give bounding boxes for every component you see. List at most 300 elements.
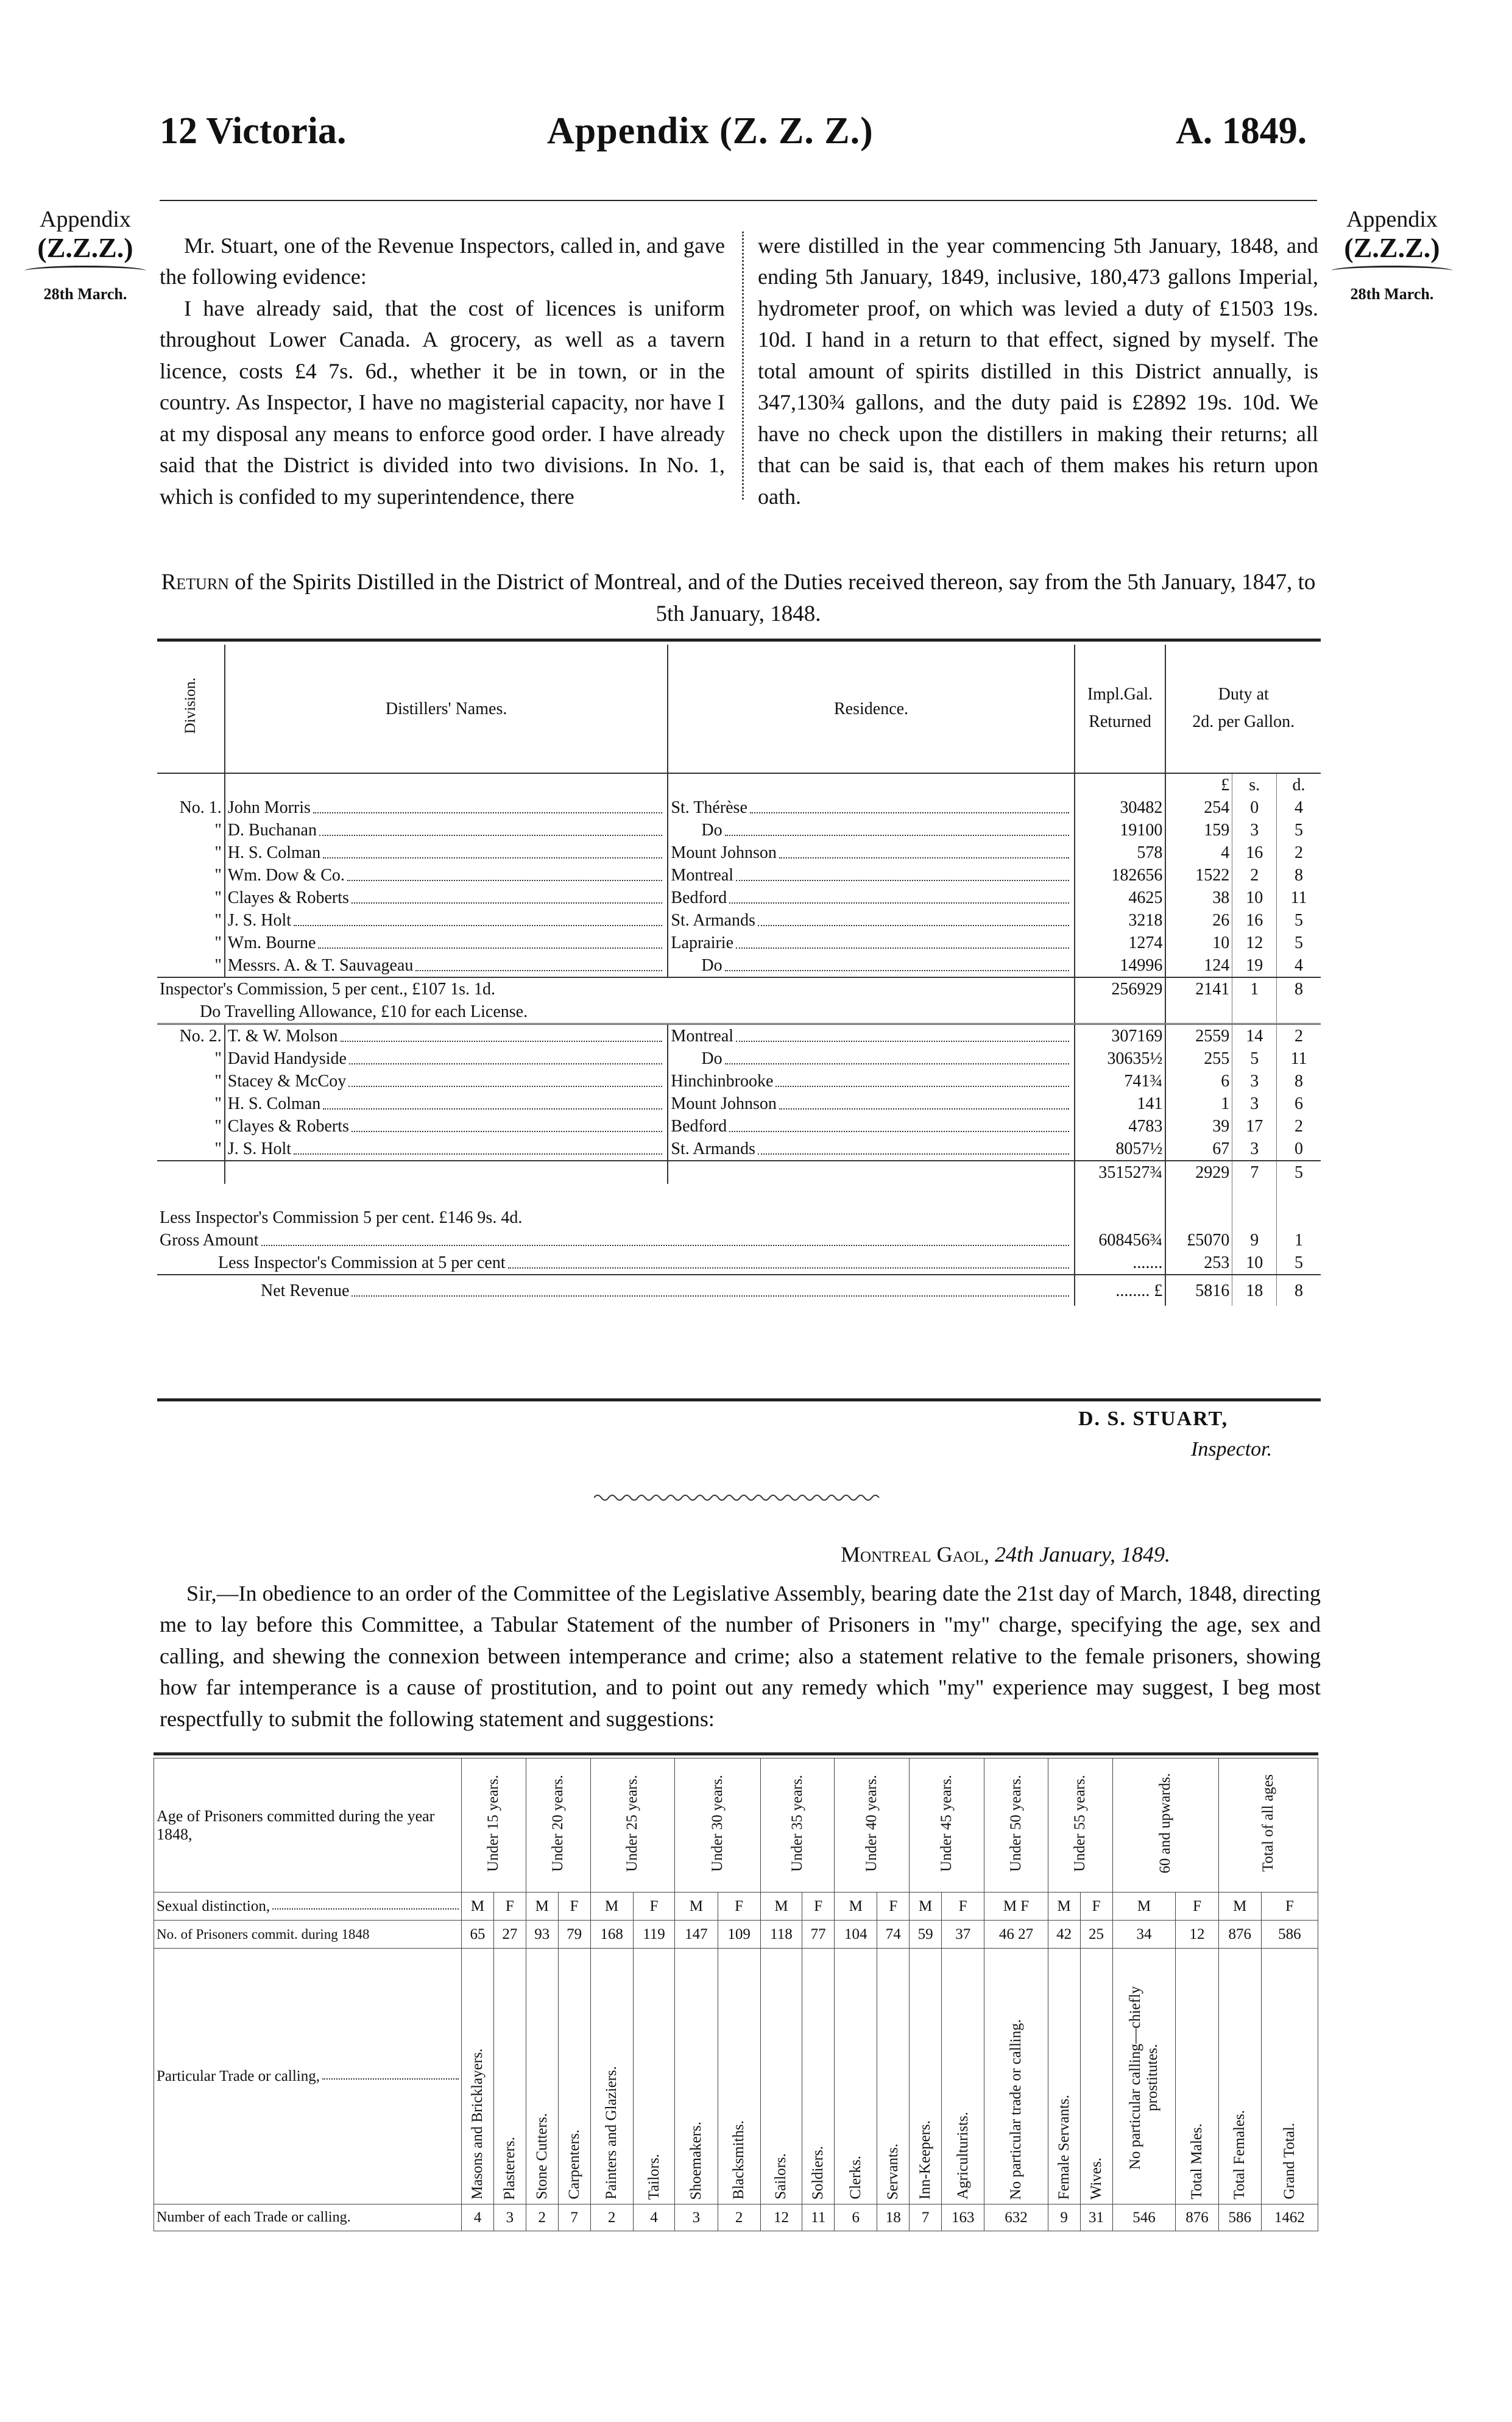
return-title-lead: Return xyxy=(161,570,229,595)
division-cell: No. 1. xyxy=(157,796,225,819)
trade-label-text: Agriculturists. xyxy=(954,2112,971,2200)
dot-leader xyxy=(758,909,1069,926)
header-center: Appendix (Z. Z. Z.) xyxy=(547,110,874,152)
age-group-label: Under 40 years. xyxy=(863,1774,880,1872)
trade-cell xyxy=(1080,1949,1112,2204)
value-cell: 586 xyxy=(1218,2204,1261,2231)
distiller-row xyxy=(157,887,1321,909)
shillings-cell: 3 xyxy=(1232,1070,1277,1092)
commission-gallons: 256929 xyxy=(1075,977,1166,1000)
value-cell: M xyxy=(1218,1893,1261,1921)
dot-leader xyxy=(319,819,662,836)
division-header: Division. xyxy=(182,677,199,734)
count-row xyxy=(154,1921,1318,1949)
name-cell-text: John Morris xyxy=(227,798,311,817)
total-gallons: 351527¾ xyxy=(1075,1161,1166,1184)
dot-leader xyxy=(415,954,662,971)
pence-cell: 5 xyxy=(1295,933,1304,952)
residence-cell xyxy=(668,819,1074,841)
age-label: Age of Prisoners committed during the year 1848, xyxy=(154,1758,462,1893)
sex-label-cell xyxy=(154,1893,462,1921)
names-header: Distillers' Names. xyxy=(225,645,668,773)
shillings-cell: 12 xyxy=(1232,932,1277,954)
duty-header xyxy=(1165,645,1321,773)
gallons-cell: 1274 xyxy=(1075,932,1166,954)
pounds-cell: 38 xyxy=(1165,887,1232,909)
name-cell-wrap xyxy=(228,796,665,819)
dot-leader xyxy=(349,1047,662,1064)
value-cell: M xyxy=(462,1893,494,1921)
residence-cell-wrap xyxy=(671,1047,1071,1070)
dot-leader xyxy=(779,1092,1069,1110)
age-group-label: Under 50 years. xyxy=(1008,1774,1025,1872)
value-cell: 93 xyxy=(526,1921,558,1949)
value-cell: 7 xyxy=(910,2204,942,2231)
trade-label-text: Carpenters. xyxy=(565,2130,582,2200)
less2-pence: 5 xyxy=(1295,1253,1304,1272)
value-cell: 27 xyxy=(493,1921,526,1949)
age-group-cell xyxy=(984,1758,1048,1893)
distiller-row xyxy=(157,1024,1321,1048)
trade-cell xyxy=(493,1949,526,2204)
pounds-cell: 1522 xyxy=(1165,864,1232,887)
dateline-place: Montreal Gaol, xyxy=(841,1542,990,1567)
trade-label-text: Painters and Glaziers. xyxy=(603,2066,620,2200)
name-cell-text: D. Buchanan xyxy=(227,821,317,840)
commission-label: Inspector's Commission, 5 per cent., £107 1s. 1d. xyxy=(157,977,1075,1000)
header-left: 12 Victoria. xyxy=(160,110,347,152)
age-group-cell xyxy=(675,1758,760,1893)
value-cell: 2 xyxy=(526,2204,558,2231)
trade-label-text: Wives. xyxy=(1087,2157,1104,2200)
less2-label: Less Inspector's Commission at 5 per cent xyxy=(218,1253,506,1272)
ornamental-rule-icon xyxy=(594,1493,880,1503)
value-cell: F xyxy=(633,1893,675,1921)
name-cell xyxy=(225,1047,668,1070)
trade-label-text: Tailors. xyxy=(645,2153,662,2200)
trade-label-text: No particular calling—chiefly prostitutes. xyxy=(1126,1986,1160,2170)
residence-cell-wrap xyxy=(671,1092,1071,1115)
name-cell-text: Wm. Bourne xyxy=(227,933,316,952)
division-cell: " xyxy=(157,932,225,954)
value-cell: M xyxy=(835,1893,877,1921)
age-group-cell xyxy=(1218,1758,1318,1893)
dot-leader xyxy=(347,864,663,881)
gallons-cell: 741¾ xyxy=(1075,1070,1166,1092)
trade-cell xyxy=(526,1949,558,2204)
pence-cell: 11 xyxy=(1290,888,1307,907)
residence-cell xyxy=(668,1070,1074,1092)
age-group-label: Under 55 years. xyxy=(1072,1774,1089,1872)
shillings-cell: 2 xyxy=(1232,864,1277,887)
residence-cell xyxy=(668,887,1074,909)
gallons-cell: 4625 xyxy=(1075,887,1166,909)
gallons-cell: 182656 xyxy=(1075,864,1166,887)
residence-cell-text: St. Armands xyxy=(671,1139,755,1158)
gallons-cell: 4783 xyxy=(1075,1115,1166,1138)
trade-cell xyxy=(718,1949,760,2204)
brace-icon xyxy=(24,266,146,276)
table-header-row xyxy=(157,645,1321,773)
commission-row xyxy=(157,977,1321,1000)
value-cell: F xyxy=(493,1893,526,1921)
name-cell-text: T. & W. Molson xyxy=(227,1027,338,1046)
sex-row xyxy=(154,1893,1318,1921)
signature-name: D. S. STUART, xyxy=(1078,1408,1229,1430)
margin-note-left xyxy=(24,207,146,303)
value-cell: 147 xyxy=(675,1921,718,1949)
name-cell-wrap xyxy=(228,1138,665,1160)
dateline-date: 24th January, 1849. xyxy=(989,1542,1171,1567)
dot-leader xyxy=(352,887,663,904)
gross-gallons: 608456¾ xyxy=(1075,1229,1166,1252)
intro-right-column xyxy=(758,230,1318,512)
gallons-cell: 30482 xyxy=(1075,796,1166,819)
residence-cell xyxy=(668,841,1074,864)
net-pounds: 5816 xyxy=(1165,1275,1232,1306)
division-cell: " xyxy=(157,1092,225,1115)
trade-cell xyxy=(1261,1949,1318,2204)
name-cell-wrap xyxy=(228,887,665,909)
residence-cell-text: Hinchinbrooke xyxy=(671,1072,774,1091)
residence-cell-text: Do xyxy=(701,821,722,840)
trade-label-text: Total Females. xyxy=(1231,2110,1248,2200)
division-cell: " xyxy=(157,887,225,909)
letter-dateline xyxy=(841,1542,1170,1567)
net-gallons: ........ £ xyxy=(1075,1275,1166,1306)
trade-row xyxy=(154,1949,1318,2204)
margin-date: 28th March. xyxy=(1350,285,1434,303)
dot-leader xyxy=(729,1115,1069,1132)
return-title xyxy=(160,567,1317,630)
dot-leader xyxy=(729,887,1069,904)
division-2-rows xyxy=(157,1024,1321,1161)
name-cell-text: H. S. Colman xyxy=(227,1094,321,1113)
residence-cell xyxy=(668,954,1074,977)
trade-cell xyxy=(675,1949,718,2204)
value-cell: M xyxy=(910,1893,942,1921)
division-cell: " xyxy=(157,1047,225,1070)
less2-gallons: ....... xyxy=(1075,1252,1166,1275)
gallons-header-2: Returned xyxy=(1089,712,1151,731)
pence-cell: 0 xyxy=(1295,1139,1304,1158)
residence-cell-text: St. Armands xyxy=(671,911,755,930)
residence-cell-wrap xyxy=(671,909,1071,932)
margin-label: Appendix xyxy=(1346,207,1438,232)
dot-leader xyxy=(318,932,662,949)
gross-shillings: 9 xyxy=(1232,1229,1277,1252)
value-cell: 4 xyxy=(462,2204,494,2231)
value-cell: 37 xyxy=(942,1921,984,1949)
name-cell-wrap xyxy=(228,954,665,977)
name-cell-wrap xyxy=(228,932,665,954)
distiller-row xyxy=(157,1115,1321,1138)
name-cell-wrap xyxy=(228,819,665,841)
gross-label: Gross Amount xyxy=(160,1231,259,1250)
trade-label-text: Sailors. xyxy=(772,2153,790,2200)
shillings-cell: 3 xyxy=(1232,819,1277,841)
name-cell-wrap xyxy=(228,864,665,887)
gallons-header xyxy=(1075,645,1166,773)
value-cell: M xyxy=(675,1893,718,1921)
pence-cell: 4 xyxy=(1295,956,1304,975)
residence-cell-text: Do xyxy=(701,1049,722,1068)
value-cell: M F xyxy=(984,1893,1048,1921)
residence-cell xyxy=(668,1138,1074,1161)
gallons-cell: 19100 xyxy=(1075,819,1166,841)
name-cell xyxy=(225,796,668,819)
value-cell: 77 xyxy=(802,1921,835,1949)
pence-cell: 11 xyxy=(1290,1049,1307,1068)
margin-code: (Z.Z.Z.) xyxy=(1344,232,1440,263)
name-cell-wrap xyxy=(228,909,665,932)
dot-leader xyxy=(352,1115,663,1132)
shillings-cell: 10 xyxy=(1232,887,1277,909)
trade-cell xyxy=(1048,1949,1080,2204)
trade-cell xyxy=(802,1949,835,2204)
pence-cell: 2 xyxy=(1295,843,1304,862)
value-cell: 586 xyxy=(1261,1921,1318,1949)
value-cell: F xyxy=(558,1893,590,1921)
residence-cell-text: Do xyxy=(701,956,722,975)
gross-row xyxy=(157,1229,1321,1252)
margin-code: (Z.Z.Z.) xyxy=(37,232,133,263)
pence-cell: 5 xyxy=(1295,911,1304,930)
signature-title: Inspector. xyxy=(1191,1438,1273,1461)
residence-cell-text: Montreal xyxy=(671,1027,734,1046)
header-right: A. 1849. xyxy=(1176,110,1307,152)
residence-cell-wrap xyxy=(671,1115,1071,1138)
age-group-label: Under 45 years. xyxy=(938,1774,955,1872)
residence-cell xyxy=(668,864,1074,887)
less2-label-cell xyxy=(157,1252,1075,1275)
value-cell: F xyxy=(718,1893,760,1921)
age-group-label: Under 20 years. xyxy=(549,1774,567,1872)
table-rule-bottom xyxy=(157,1398,1321,1401)
residence-cell-wrap xyxy=(671,887,1071,909)
total-pounds: 2929 xyxy=(1165,1161,1232,1184)
trade-label-text: Total Males. xyxy=(1189,2123,1206,2200)
residence-cell-wrap xyxy=(671,796,1071,819)
residence-cell-text: Bedford xyxy=(671,888,727,907)
distiller-row xyxy=(157,1070,1321,1092)
division-cell: " xyxy=(157,909,225,932)
name-cell-wrap xyxy=(228,1115,665,1138)
value-cell: 876 xyxy=(1218,1921,1261,1949)
shillings-cell: 14 xyxy=(1232,1024,1277,1048)
value-cell: 2 xyxy=(590,2204,633,2231)
distiller-row xyxy=(157,841,1321,864)
trade-label-text: Soldiers. xyxy=(810,2145,827,2200)
residence-cell-wrap xyxy=(671,1025,1071,1047)
name-cell xyxy=(225,1138,668,1161)
name-cell-wrap xyxy=(228,1047,665,1070)
brace-icon xyxy=(1331,266,1453,276)
less-commission-2-row xyxy=(157,1252,1321,1275)
net-label-cell xyxy=(157,1275,1075,1306)
pounds-cell: 254 xyxy=(1165,796,1232,819)
dot-leader xyxy=(313,796,663,813)
table2-rule-top xyxy=(154,1752,1318,1755)
value-cell: 31 xyxy=(1080,2204,1112,2231)
net-label: Net Revenue xyxy=(261,1281,350,1300)
residence-cell xyxy=(668,1047,1074,1070)
intro-paragraph: were distilled in the year commencing 5th January, 1848, and ending 5th January, 1849, inclusive, 180,473 gallons Imperial, hydrometer proof, on which was levied a duty of £1503 19s. 10d. I hand in a return to that effect, signed by myself. The total amount of spirits distilled in this District annually, is 347,130¾ gallons, and the duty paid is £2892 19s. 10d. We have no check upon the distillers in making their returns; all that can be said is, that each of them makes his return upon oath. xyxy=(758,233,1318,509)
name-cell xyxy=(225,932,668,954)
value-cell: 7 xyxy=(558,2204,590,2231)
column-divider xyxy=(742,232,744,500)
name-cell-wrap xyxy=(228,1025,665,1047)
dot-leader xyxy=(323,1092,662,1110)
pence-cell: 6 xyxy=(1295,1094,1304,1113)
residence-cell xyxy=(668,1024,1074,1048)
value-cell: 4 xyxy=(633,2204,675,2231)
trade-label-text: Female Servants. xyxy=(1055,2094,1072,2200)
name-cell-text: David Handyside xyxy=(227,1049,347,1068)
name-cell xyxy=(225,909,668,932)
value-cell: F xyxy=(1261,1893,1318,1921)
trade-cell xyxy=(942,1949,984,2204)
residence-cell xyxy=(668,1115,1074,1138)
pounds-cell: 1 xyxy=(1165,1092,1232,1115)
dot-leader xyxy=(775,1070,1069,1087)
residence-cell-text: Montreal xyxy=(671,866,734,885)
value-cell: 168 xyxy=(590,1921,633,1949)
value-cell: 12 xyxy=(1176,1921,1218,1949)
shillings-cell: 16 xyxy=(1232,841,1277,864)
intro-left-column xyxy=(160,230,725,512)
name-cell xyxy=(225,1024,668,1048)
value-cell: 79 xyxy=(558,1921,590,1949)
gallons-header-1: Impl.Gal. xyxy=(1087,685,1153,704)
division-cell: " xyxy=(157,841,225,864)
gross-label-cell xyxy=(157,1229,1075,1252)
age-group-cell xyxy=(910,1758,984,1893)
age-group-label: Under 30 years. xyxy=(709,1774,726,1872)
trade-cell xyxy=(1218,1949,1261,2204)
value-cell: 18 xyxy=(877,2204,910,2231)
trade-label-text: Blacksmiths. xyxy=(730,2120,747,2200)
total-pence: 5 xyxy=(1295,1163,1304,1182)
name-cell-wrap xyxy=(228,1070,665,1092)
pounds-cell: 26 xyxy=(1165,909,1232,932)
residence-header: Residence. xyxy=(668,645,1074,773)
margin-date: 28th March. xyxy=(43,285,127,303)
distiller-row xyxy=(157,954,1321,977)
residence-cell-text: Laprairie xyxy=(671,933,734,952)
age-group-cell xyxy=(760,1758,834,1893)
residence-cell-wrap xyxy=(671,954,1071,977)
division-1-rows xyxy=(157,796,1321,977)
pence-cell: 5 xyxy=(1295,821,1304,840)
shillings-cell: 19 xyxy=(1232,954,1277,977)
dot-leader xyxy=(736,1025,1069,1042)
division-cell: " xyxy=(157,1115,225,1138)
trade-label-text: No particular trade or calling. xyxy=(1008,2019,1025,2200)
letter-body: Sir,—In obedience to an order of the Committee of the Legislative Assembly, bearing date the 21st day of March, 1848, directing me to lay before this Committee, a Tabular Statement of the number of Prisoners in "my" charge, specifying the age, sex and calling, and shewing the connexion between intemperance and crime; also a statement relative to the female prisoners, showing how far intemperance is a cause of prostitution, and to point out any remedy which "my" experience may suggest, I beg most respectfully to submit the following statement and suggestions: xyxy=(160,1581,1321,1731)
division-cell: " xyxy=(157,954,225,977)
travel-row xyxy=(157,1000,1321,1024)
shillings-cell: 17 xyxy=(1232,1115,1277,1138)
division-cell: " xyxy=(157,1070,225,1092)
distiller-row xyxy=(157,796,1321,819)
pounds-cell: 6 xyxy=(1165,1070,1232,1092)
trade-cell xyxy=(633,1949,675,2204)
pence-cell: 4 xyxy=(1295,798,1304,817)
age-group-cell xyxy=(1048,1758,1112,1893)
commission-shillings: 1 xyxy=(1232,977,1277,1000)
value-cell: F xyxy=(942,1893,984,1921)
distiller-row xyxy=(157,819,1321,841)
value-cell: 6 xyxy=(835,2204,877,2231)
age-group-label: Under 25 years. xyxy=(624,1774,641,1872)
margin-label: Appendix xyxy=(40,207,131,232)
pounds-cell: 67 xyxy=(1165,1138,1232,1161)
margin-note-right xyxy=(1331,207,1453,303)
distiller-row xyxy=(157,1138,1321,1161)
shillings-cell: 5 xyxy=(1232,1047,1277,1070)
spacer-row xyxy=(157,1184,1321,1206)
residence-cell xyxy=(668,909,1074,932)
table-rule-top xyxy=(157,639,1321,642)
division-2-total-row xyxy=(157,1161,1321,1184)
less2-shillings: 10 xyxy=(1232,1252,1277,1275)
name-cell-text: Stacey & McCoy xyxy=(227,1072,347,1091)
trade-label-cell xyxy=(154,1949,462,2204)
residence-cell-text: Bedford xyxy=(671,1117,727,1136)
dot-leader xyxy=(348,1070,662,1087)
value-cell: 59 xyxy=(910,1921,942,1949)
name-cell xyxy=(225,1092,668,1115)
residence-cell-text: Mount Johnson xyxy=(671,843,777,862)
value-cell: M xyxy=(590,1893,633,1921)
name-cell-text: Wm. Dow & Co. xyxy=(227,866,345,885)
less-commission-row xyxy=(157,1206,1321,1229)
net-row xyxy=(157,1275,1321,1306)
shillings-cell: 0 xyxy=(1232,796,1277,819)
trade-cell xyxy=(984,1949,1048,2204)
age-group-cell xyxy=(526,1758,590,1893)
trade-label-text: Servants. xyxy=(885,2143,902,2200)
gallons-cell: 30635½ xyxy=(1075,1047,1166,1070)
residence-cell-text: Mount Johnson xyxy=(671,1094,777,1113)
shillings-cell: 3 xyxy=(1232,1092,1277,1115)
duty-header-2: 2d. per Gallon. xyxy=(1192,712,1295,731)
residence-cell-text: St. Thérèse xyxy=(671,798,747,817)
unit-shillings: s. xyxy=(1232,773,1277,796)
age-group-label: Under 15 years. xyxy=(485,1774,502,1872)
value-cell: 109 xyxy=(718,1921,760,1949)
distiller-row xyxy=(157,864,1321,887)
trade-cell xyxy=(760,1949,802,2204)
age-group-label: Under 35 years. xyxy=(788,1774,805,1872)
division-cell: " xyxy=(157,864,225,887)
value-cell: M xyxy=(1112,1893,1176,1921)
gallons-cell: 3218 xyxy=(1075,909,1166,932)
value-cell: F xyxy=(877,1893,910,1921)
division-cell: No. 2. xyxy=(157,1024,225,1048)
shillings-cell: 16 xyxy=(1232,909,1277,932)
name-cell xyxy=(225,819,668,841)
dot-leader xyxy=(758,1138,1069,1155)
trade-cell xyxy=(877,1949,910,2204)
value-cell: 163 xyxy=(942,2204,984,2231)
total-shillings: 7 xyxy=(1232,1161,1277,1184)
value-cell: 12 xyxy=(760,2204,802,2231)
value-cell: F xyxy=(1176,1893,1218,1921)
number-label: Number of each Trade or calling. xyxy=(154,2204,462,2231)
value-cell: 119 xyxy=(633,1921,675,1949)
